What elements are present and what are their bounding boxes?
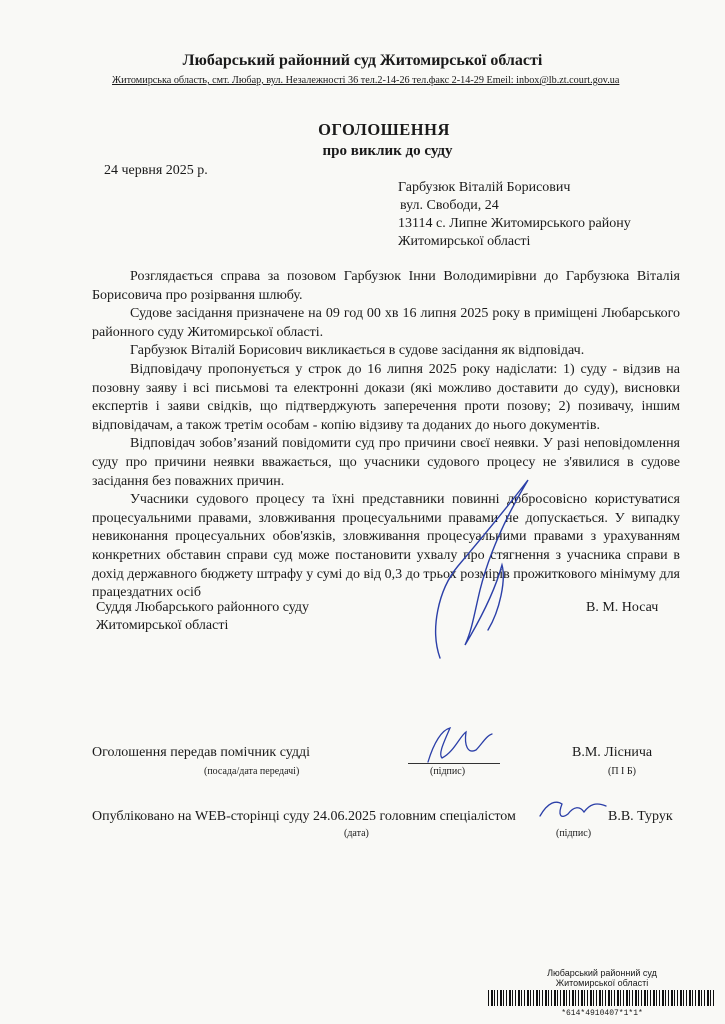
judge-title-line2: Житомирської області xyxy=(96,618,229,633)
registration-stamp xyxy=(488,968,716,1018)
court-contacts: Житомирська область, смт. Любар, вул. Незалежності 36 тел.2-14-26 тел.факс 2-14-29 Emeil: inbox@lb.zt.court.gov.ua xyxy=(112,75,620,86)
barcode-icon xyxy=(488,990,716,1006)
body-paragraph-response: Відповідачу пропонується у строк до 16 липня 2025 року надіслати: 1) суду - відзив на позовну заяву і всі письмові та електронні докази (які можливо доставити до суду), висновки експертів і заяви свідків, що підтверджують заперечення проти позову; 2) позивачу, іншим відповідачам, а також третім особам - копію відзиву та доданих до нього документів. xyxy=(92,361,680,433)
publication-signature-icon xyxy=(534,794,612,828)
stamp-line2: Житомирської області xyxy=(555,978,649,988)
publication-date-caption: (дата) xyxy=(344,828,369,839)
addressee-street: вул. Свободи, 24 xyxy=(400,198,499,213)
body-paragraph-hearing: Судове засідання призначене на 09 год 00 хв 16 липня 2025 року в приміщені Любарського районного суду Житомирської області. xyxy=(92,306,680,340)
transfer-signature-icon xyxy=(420,722,500,768)
transfer-position-caption: (посада/дата передачі) xyxy=(204,766,300,777)
publication-text: Опубліковано на WEB-сторінці суду 24.06.2025 головним спеціалістом xyxy=(92,809,516,824)
publication-signature-caption: (підпис) xyxy=(556,828,592,839)
publication-name: В.В. Турук xyxy=(608,809,673,824)
body-paragraph-absence: Відповідач зобов’язаний повідомити суд про причини своєї неявки. У разі неповідомлення суду про причини неявки вважається, що учасники судового процесу не з'явилися в судове засідання без поважних причин. xyxy=(92,436,680,489)
body-paragraph-case: Розглядається справа за позовом Гарбузюк Інни Володимирівни до Гарбузюка Віталія Борисовича про розірвання шлюбу. xyxy=(92,269,680,303)
addressee-locality: 13114 с. Липне Житомирського району xyxy=(398,216,631,231)
transfer-name-caption: (П І Б) xyxy=(608,766,636,777)
notice-date: 24 червня 2025 р. xyxy=(104,163,208,178)
notice-body xyxy=(92,268,680,603)
body-paragraph-summons: Гарбузюк Віталій Борисович викликається в судове засідання як відповідач. xyxy=(130,343,585,359)
transfer-signature-caption: (підпис) xyxy=(430,766,466,777)
transfer-name: В.М. Ліснича xyxy=(572,745,653,760)
body-paragraph-obligations: Учасники судового процесу та їхні представники повинні добросовісно користуватися процесуальними правами, зловживання процесуальними правами не допускається. У випадку невиконання процесуальних обов'язків, зловживання процесуальними правами з урахуванням конкретних обставин справи суд може постановити ухвалу про стягнення з учасника справи в дохід державного бюджету штрафу у сумі до від 0,3 до трьох розмірів прожиткового мінімуму для працездатних осіб xyxy=(92,492,680,601)
addressee-region: Житомирської області xyxy=(398,234,531,249)
judge-name: В. М. Носач xyxy=(586,600,659,615)
notice-title: ОГОЛОШЕННЯ xyxy=(318,120,450,139)
notice-subtitle: про виклик до суду xyxy=(322,143,453,159)
stamp-line1: Любарський районний суд xyxy=(547,968,657,978)
judge-title-line1: Суддя Любарського районного суду xyxy=(96,600,310,615)
addressee-name: Гарбузюк Віталій Борисович xyxy=(398,180,571,195)
barcode-text: *614*4910407*1*1* xyxy=(561,1009,643,1018)
judge-signature-icon xyxy=(410,470,550,660)
transfer-text: Оголошення передав помічник судді xyxy=(92,745,310,760)
court-name: Любарський районний суд Житомирської області xyxy=(182,52,543,69)
